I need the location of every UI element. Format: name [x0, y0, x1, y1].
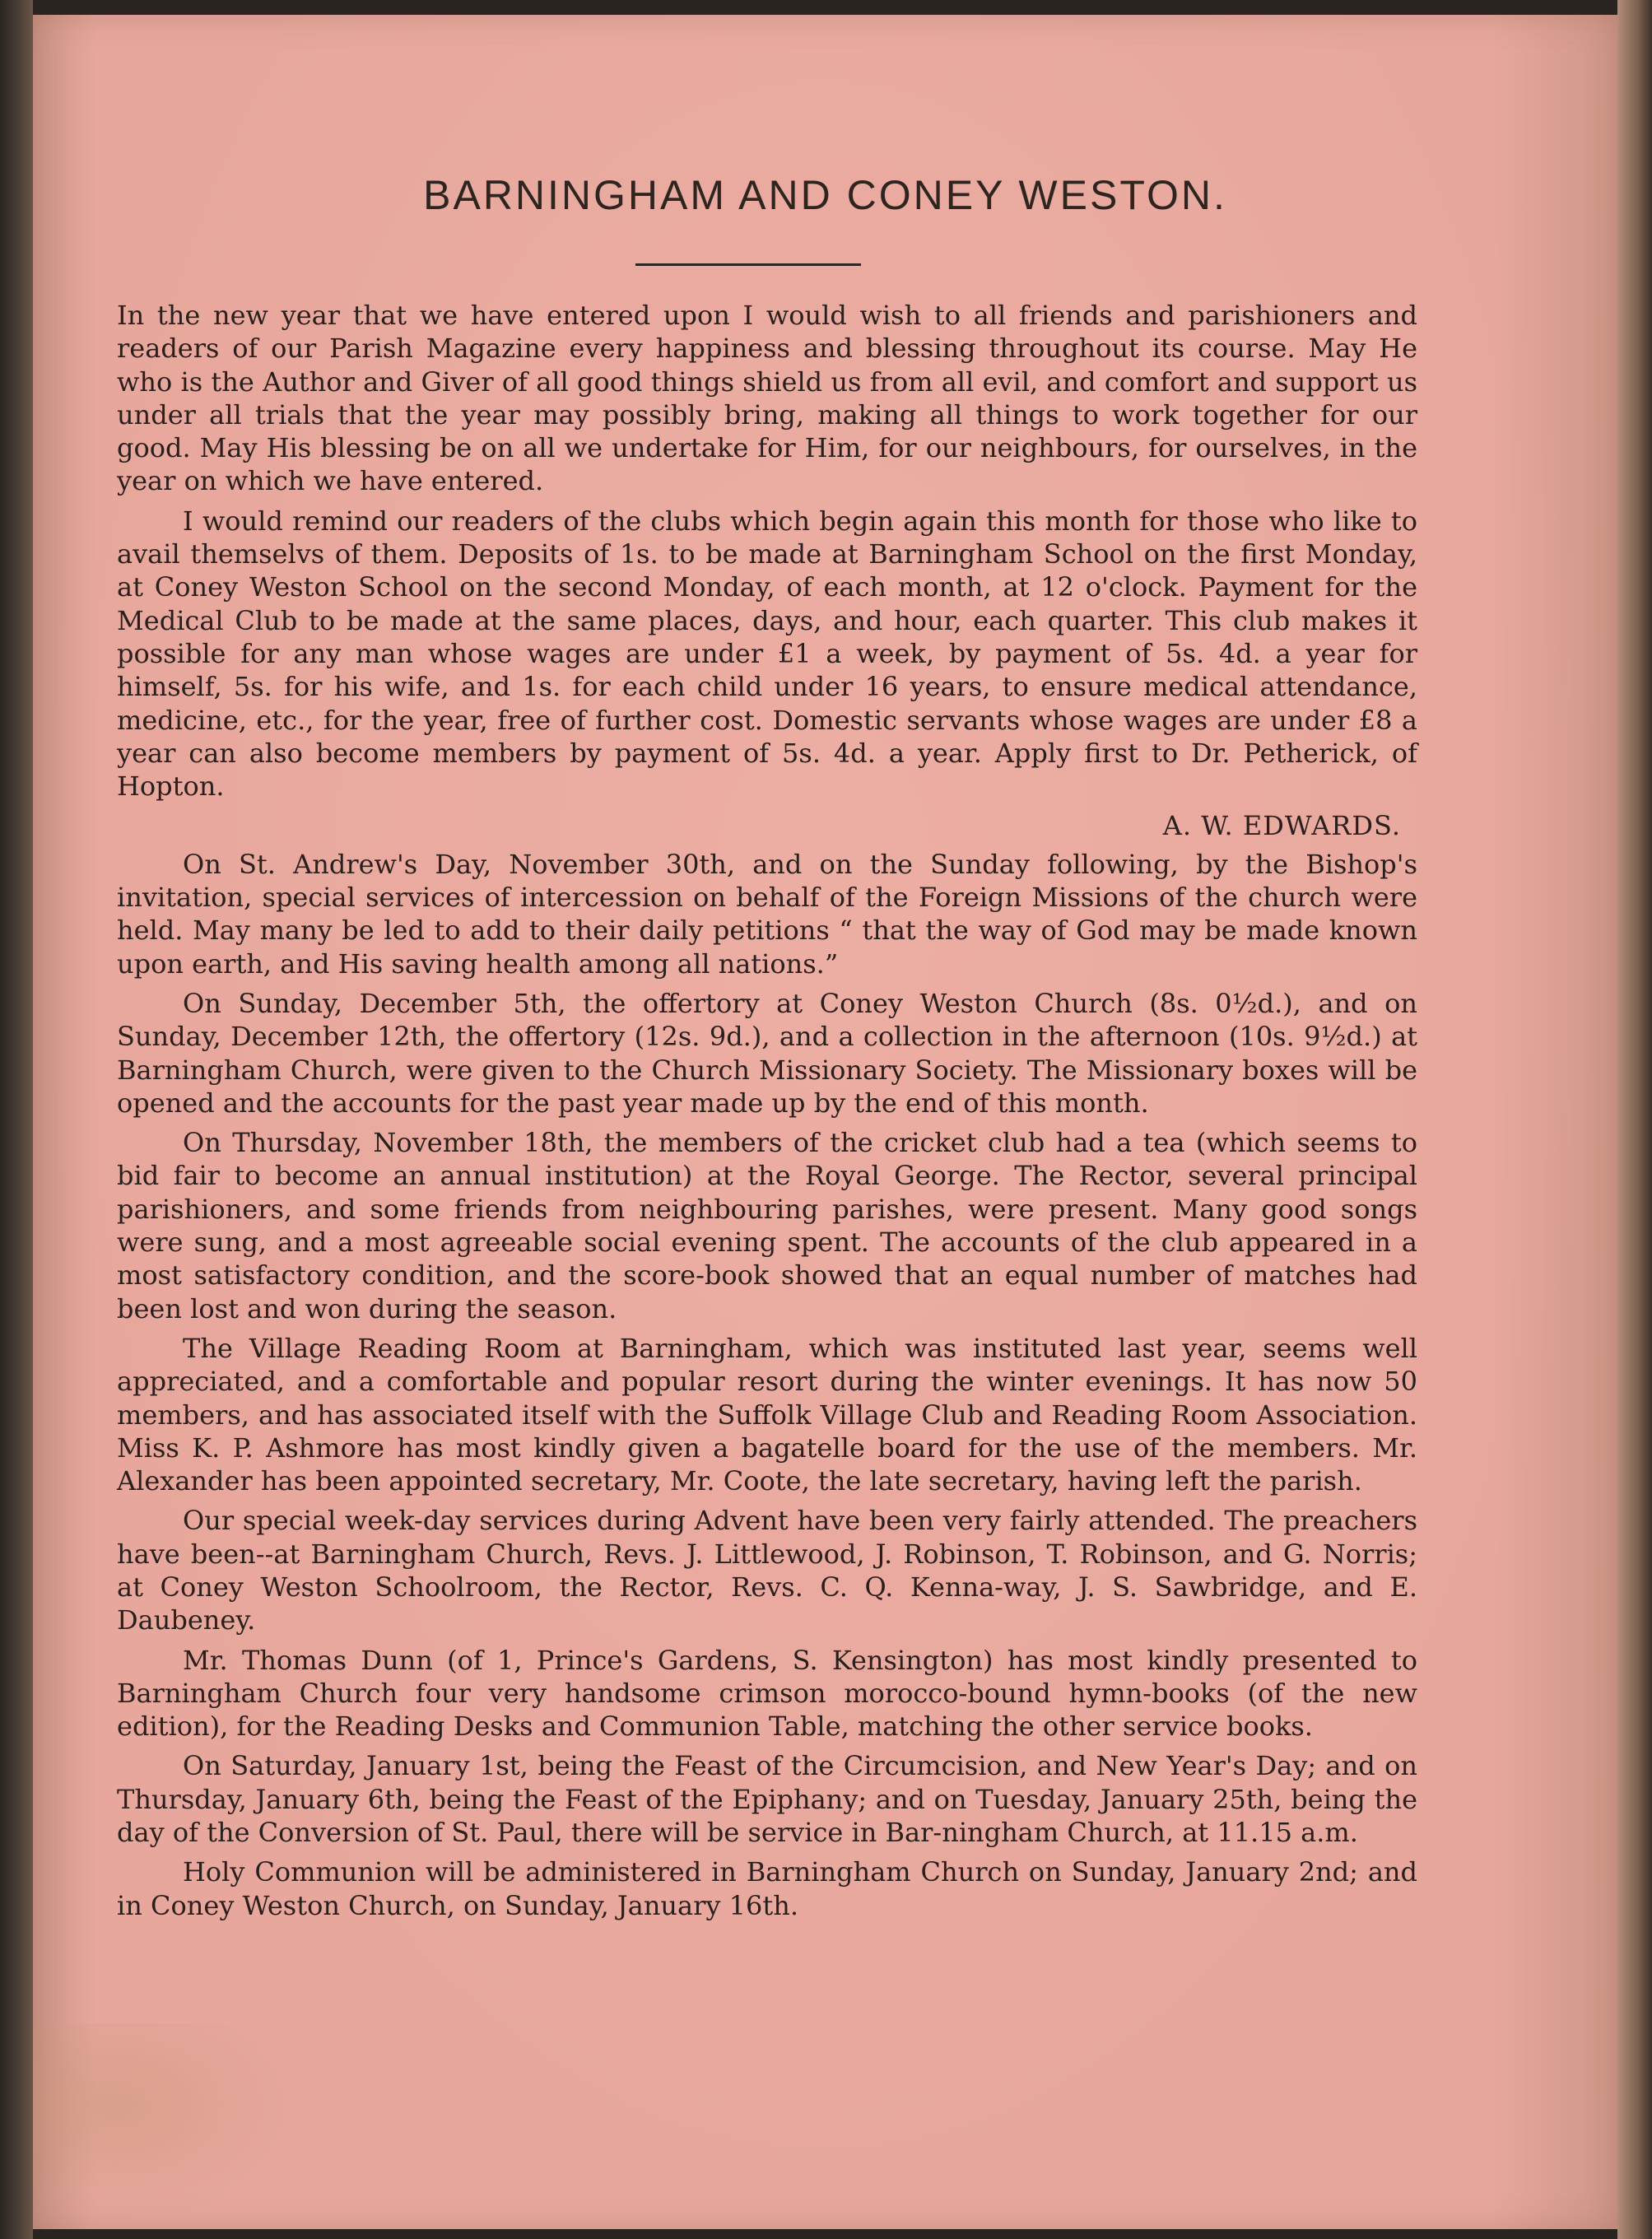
- paper-stain: [33, 2023, 305, 2229]
- paragraph-4: On Sunday, December 5th, the offertory at Coney Weston Church (8s. 0½d.), and on Sunday, December 12th, the offertory (12s. 9d.), and a collection in the afternoon (10s. 9½d.) at Barningham Church, were given to the Church Missionary Society. The Missionary boxes will be opened and the accounts for the past year made up by the end of this month.: [117, 987, 1417, 1119]
- paragraph-3: On St. Andrew's Day, November 30th, and on the Sunday following, by the Bishop's invitation, special services of intercession on behalf of the Foreign Missions of the church were held. May many be led to add to their daily petitions “ that the way of God may be made known upon earth, and His saving health among all nations.”: [117, 848, 1417, 980]
- paragraph-7: Our special week-day services during Advent have been very fairly attended. The preachers have been--at Barningham Church, Revs. J. Littlewood, J. Robinson, T. Robinson, and G. Norris; at Coney Weston Schoolroom, the Rector, Revs. C. Q. Kenna-way, J. S. Sawbridge, and E. Daubeney.: [117, 1505, 1417, 1636]
- page-title: BARNINGHAM AND CONEY WESTON.: [423, 172, 1227, 218]
- book-spine-shadow: [0, 0, 33, 2239]
- paragraph-6: The Village Reading Room at Barningham, which was instituted last year, seems well appreciated, and a comfortable and popular resort during the winter evenings. It has now 50 members, and has associated itself with the Suffolk Village Club and Reading Room Association. Miss K. P. Ashmore has most kindly given a bagatelle board for the use of the members. Mr. Alexander has been appointed secretary, Mr. Coote, the late secretary, having left the parish.: [117, 1332, 1417, 1497]
- paragraph-10: Holy Communion will be administered in Barningham Church on Sunday, January 2nd; and in Coney Weston Church, on Sunday, January 16th.: [117, 1856, 1417, 1921]
- paragraph-2: I would remind our readers of the clubs which begin again this month for those who like to avail themselvs of them. Deposits of 1s. to be made at Barningham School on the first Monday, at Coney Weston School on the second Monday, of each month, at 12 o'clock. Payment for the Medical Club to be made at the same places, days, and hour, each quarter. This club makes it possible for any man whose wages are under £1 a week, by payment of 5s. 4d. a year for himself, 5s. for his wife, and 1s. for each child under 16 years, to ensure medical attendance, medicine, etc., for the year, free of further cost. Domestic servants whose wages are under £8 a year can also become members by payment of 5s. 4d. a year. Apply first to Dr. Petherick, of Hopton.: [117, 505, 1417, 803]
- paragraph-5: On Thursday, November 18th, the members of the cricket club had a tea (which seems to bid fair to become an annual institution) at the Royal George. The Rector, several principal parishioners, and some friends from neighbouring parishes, were present. Many good songs were sung, and a most agreeable social evening spent. The accounts of the club appeared in a most satisfactory condition, and the score-book showed that an equal number of matches had been lost and won during the season.: [117, 1127, 1417, 1324]
- title-rule: [635, 263, 861, 266]
- page-edge-right: [1617, 0, 1652, 2239]
- paragraph-1: In the new year that we have entered upon I would wish to all friends and parishioners and readers of our Parish Magazine every happiness and blessing throughout its course. May He who is the Author and Giver of all good things shield us from all evil, and comfort and support us under all trials that the year may possibly bring, making all things to work together for our good. May His blessing be on all we undertake for Him, for our neighbours, for ourselves, in the year on which we have entered.: [117, 300, 1417, 497]
- magazine-page: [33, 15, 1617, 2229]
- paragraph-9: On Saturday, January 1st, being the Feast of the Circumcision, and New Year's Day; and on Thursday, January 6th, being the Feast of the Epiphany; and on Tuesday, January 25th, being the day of the Conversion of St. Paul, there will be service in Bar-ningham Church, at 11.15 a.m.: [117, 1750, 1417, 1849]
- signature: A. W. EDWARDS.: [1162, 810, 1401, 842]
- paragraph-8: Mr. Thomas Dunn (of 1, Prince's Gardens, S. Kensington) has most kindly presented to Barningham Church four very handsome crimson morocco-bound hymn-books (of the new edition), for the Reading Desks and Communion Table, matching the other service books.: [117, 1644, 1417, 1743]
- article-body: [117, 299, 1417, 1929]
